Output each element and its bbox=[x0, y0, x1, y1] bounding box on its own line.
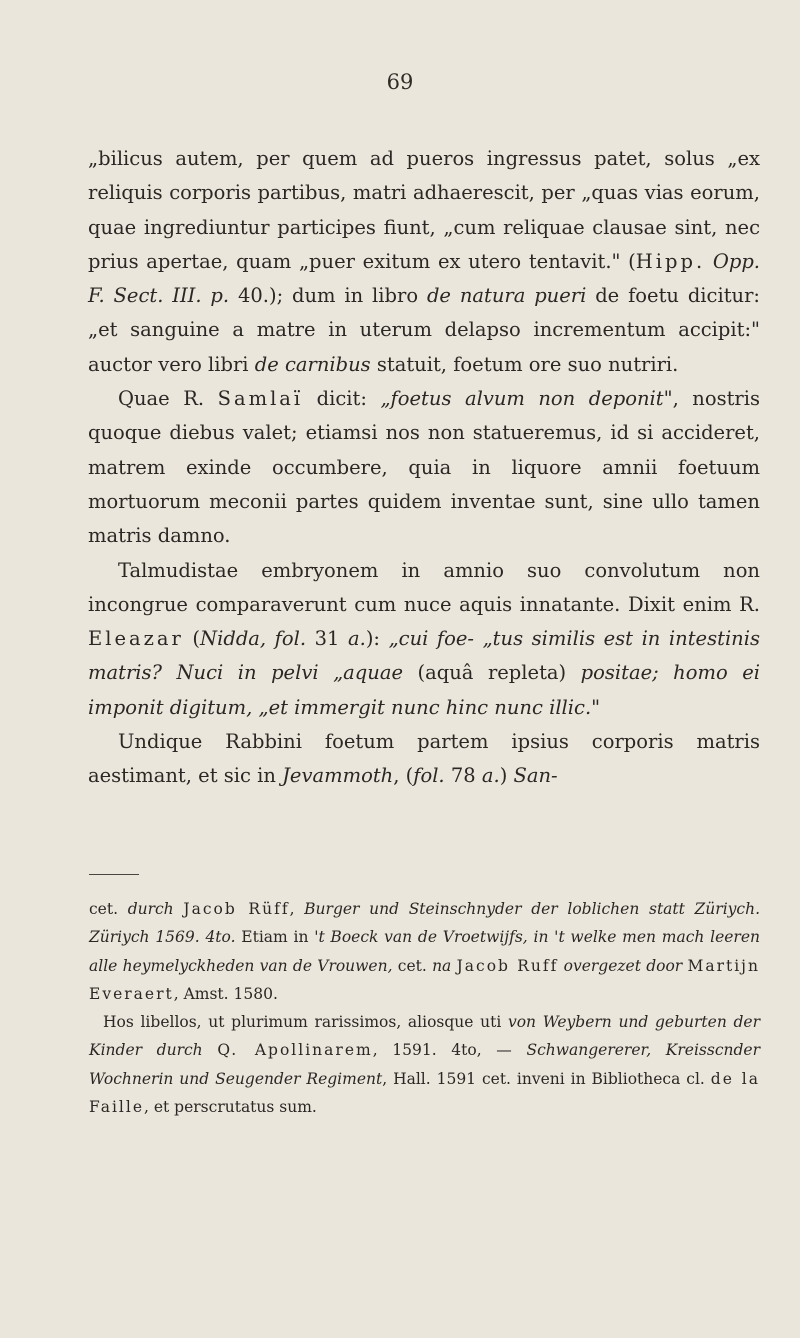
paragraph bbox=[88, 554, 760, 725]
text-run: , ( bbox=[393, 764, 414, 788]
main-text bbox=[88, 142, 760, 794]
citation-italic: a. bbox=[348, 627, 366, 651]
text-run bbox=[705, 250, 713, 273]
author-name: Samlaï bbox=[217, 387, 304, 411]
citation-italic: Nidda, fol. bbox=[200, 627, 307, 651]
text-run: Etiam in bbox=[235, 928, 315, 947]
citation-italic: a. bbox=[481, 764, 500, 788]
paragraph bbox=[88, 725, 760, 794]
work-title: Schwangererer, Kreisscnder Wochnerin und Seugender Regiment bbox=[89, 1041, 760, 1088]
footnote-divider bbox=[89, 874, 139, 875]
author-name: Hipp. bbox=[635, 249, 706, 273]
text-run: , Hall. 1591 cet. inveni in Bibliotheca cl. bbox=[382, 1069, 711, 1088]
text-run: ) bbox=[499, 764, 514, 788]
text-run: cet. bbox=[392, 956, 433, 975]
author-name: Q. Apollinarem bbox=[217, 1041, 373, 1060]
citation-italic: San- bbox=[513, 764, 558, 788]
text-italic: durch bbox=[127, 900, 174, 918]
text-italic: overgezet door bbox=[563, 956, 683, 975]
text-run: dicit: bbox=[303, 387, 381, 411]
text-run: „bilicus autem, per quem ad pueros ingressus patet, solus „ex reliquis corporis partibus, matri adhaerescit, per „quas vias eorum, quae ingrediuntur participes fiunt, „cum reliquae clausae sint, nec prius apertae, quam „puer exitum ex utero tentavit." ( bbox=[88, 147, 760, 273]
work-title: von Weybern und geburten der Kinder durch bbox=[89, 1013, 760, 1060]
work-title: de carnibus bbox=[254, 352, 371, 376]
author-name: Eleazar bbox=[88, 627, 184, 651]
quotation-italic: „foetus alvum non deponit" bbox=[380, 387, 673, 411]
paragraph bbox=[89, 895, 760, 1008]
text-run: Hos libellos, ut plurimum rarissimos, aliosque uti bbox=[103, 1013, 508, 1032]
quotation-italic: positae; homo ei imponit digitum, „et immergit nunc hinc nunc illic." bbox=[88, 661, 760, 719]
text-run: , 1591. 4to, — bbox=[372, 1041, 527, 1060]
author-name: de la Faille bbox=[89, 1069, 760, 1117]
text-run: , bbox=[289, 900, 305, 918]
text-run: cet. bbox=[89, 900, 128, 918]
page-number: 69 bbox=[386, 70, 414, 94]
work-title: Burger und Steinschnyder der loblichen statt Züriych. Züriych bbox=[89, 900, 761, 947]
paragraph bbox=[88, 382, 760, 553]
text-italic: na bbox=[432, 956, 452, 975]
paragraph bbox=[89, 1008, 760, 1121]
text-run: , Amst. 1580. bbox=[173, 984, 278, 1003]
citation-italic: fol. bbox=[413, 764, 445, 788]
text-run: de foetu dicitur: „et sanguine a matre in uterum delapso incrementum accipit:" auctor vero libri bbox=[88, 284, 760, 376]
work-title: de natura pueri bbox=[426, 284, 587, 308]
text-run bbox=[174, 900, 184, 918]
text-run: ): bbox=[365, 627, 389, 651]
work-title: Jevammoth bbox=[282, 764, 394, 788]
author-name: Jacob Rüff bbox=[183, 900, 290, 918]
text-run bbox=[203, 1041, 218, 1059]
text-run: statuit, foetum ore suo nutriri. bbox=[370, 352, 679, 376]
quotation-italic: „cui foe- „tus similis est in intestinis matris? Nuci in pelvi „aquae bbox=[88, 627, 760, 685]
footnote bbox=[89, 895, 760, 1121]
text-run: 78 bbox=[444, 764, 482, 788]
author-name: Jacob Ruff bbox=[456, 956, 559, 975]
citation-italic: Opp. F. Sect. III. p. bbox=[88, 249, 760, 308]
text-run: , et perscrutatus sum. bbox=[144, 1098, 317, 1117]
text-run: Undique Rabbini foetum partem ipsius corporis matris aestimant, et sic in bbox=[88, 730, 760, 788]
text-run: 31 bbox=[306, 627, 348, 651]
text-run: (aquâ repleta) bbox=[403, 661, 581, 685]
text-run: Quae R. bbox=[118, 387, 218, 411]
text-run: 40.); dum in libro bbox=[229, 284, 427, 308]
work-title: 't Boeck van de Vroetwijfs, in 't welke men mach leeren alle heymelyckheden van de Vrouwen, bbox=[89, 928, 760, 975]
paragraph bbox=[88, 142, 760, 382]
author-name: Martijn Everaert bbox=[89, 956, 760, 1003]
text-italic: 1569. 4to. bbox=[155, 928, 236, 947]
text-run: ( bbox=[183, 627, 201, 651]
text-run: Talmudistae embryonem in amnio suo convolutum non incongrue comparaverunt cum nuce aquis innatante. Dixit enim R. bbox=[88, 558, 760, 616]
text-run: , nostris quoque diebus valet; etiamsi nos non statueremus, id si accideret, matrem exinde occumbere, quia in liquore amnii foetuum mortuorum meconii partes quidem inventae sunt, sine ullo tamen matris damno. bbox=[88, 387, 760, 548]
